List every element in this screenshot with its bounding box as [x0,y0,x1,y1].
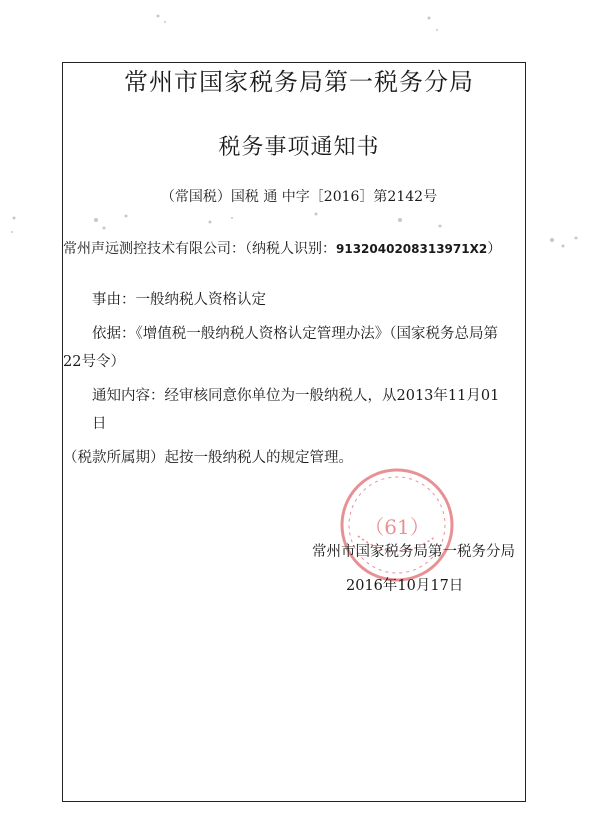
basis-line-2: 22号令） [63,354,125,370]
signature-organization: 常州市国家税务局第一税务分局 [312,544,515,560]
issue-date: 2016年10月17日 [346,578,464,594]
addressee-company: 常州声远测控技术有限公司： [63,241,245,257]
notice-line-1: 通知内容：经审核同意你单位为一般纳税人，从2013年11月01 [92,388,500,404]
notice-line-3: （税款所属期）起按一般纳税人的规定管理。 [63,450,353,466]
document-border [62,62,526,802]
official-seal-icon [338,466,456,584]
matter-line: 事由：一般纳税人资格认定 [92,292,266,308]
taxpayer-id-label: （纳税人识别： [245,241,336,257]
taxpayer-id-close: ） [487,241,502,257]
issuing-authority-title: 常州市国家税务局第一税务分局 [124,68,474,96]
document-number: （常国税）国税 通 中字［2016］第2142号 [160,189,438,205]
addressee-line [63,238,501,258]
taxpayer-id: 9132040208313971X2 [336,242,488,256]
seal-code: （61） [364,515,430,539]
notice-title: 税务事项通知书 [218,135,380,160]
basis-line-1: 依据：《增值税一般纳税人资格认定管理办法》（国家税务总局第 [92,326,498,342]
notice-line-2: 日 [92,416,107,432]
